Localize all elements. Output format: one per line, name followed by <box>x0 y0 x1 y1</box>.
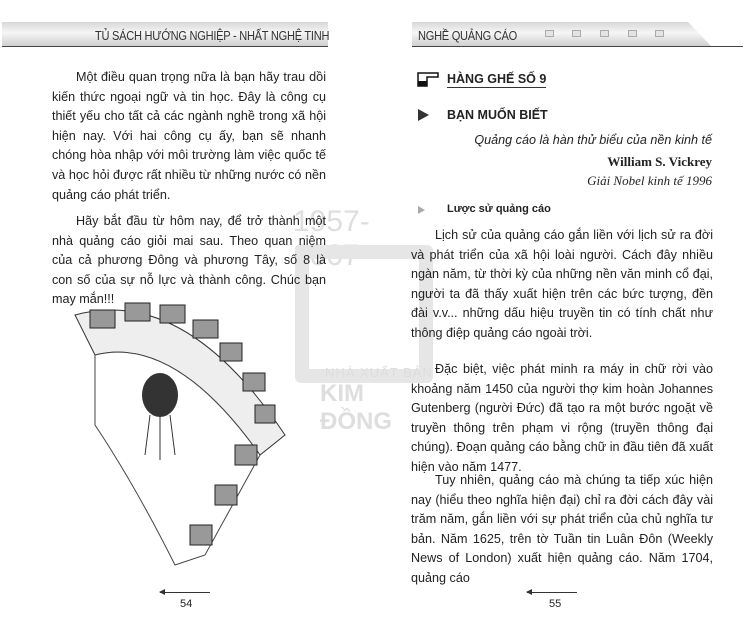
arrow-icon <box>527 592 577 593</box>
header-rule <box>700 46 743 47</box>
triangle-bullet-icon <box>418 206 425 214</box>
left-paragraph: Hãy bắt đầu từ hôm nay, để trở thành một nhà quảng cáo giỏi mai sau. Theo quan niệm của cả phương Đông và phương Tây, số 8 là con số của sự nỗ lực và thành công. Chúc bạn may mắn!!! <box>52 214 326 307</box>
chapter-heading: HÀNG GHẾ SỐ 9 <box>447 72 547 86</box>
quote-author: William S. Vickrey <box>607 154 712 169</box>
pointing-hand-icon <box>417 71 439 87</box>
page-number-right: 55 <box>549 598 562 610</box>
right-paragraph: Lịch sử của quảng cáo gắn liền với lịch sử ra đời và phát triển của xã hội loài người. Cách đây nhiều ngàn năm, từ thời kỳ của những nền văn minh cổ đại, người ta đã thấy xuất hiện trên các bức tượng, đền đài v.v... những dấu hiệu truyền tin có tính chất như thông điệp quảng cáo ngoài trời. <box>411 228 713 340</box>
triangle-bullet-icon <box>418 109 429 121</box>
section-heading: BẠN MUỐN BIẾT <box>447 108 548 122</box>
quote-author-title: Giải Nobel kinh tế 1996 <box>587 173 712 188</box>
quote-text: Quảng cáo là hàn thử biểu của nền kinh tế <box>474 133 712 147</box>
left-paragraph: Một điều quan trọng nữa là bạn hãy trau dồi kiến thức ngoại ngữ và tin học. Đây là công cụ thiết yếu cho tất cả các ngành nghề trong xã hội hiện nay. Với hai công cụ ấy, bạn sẽ nhanh chóng hòa nhập với môi trường làm việc quốc tế và học hỏi được rất nhiều từ những nước có nền quảng cáo phát triển. <box>52 70 326 202</box>
page-number-left: 54 <box>180 598 193 610</box>
prev-arrow-icon <box>160 592 210 593</box>
book-title: NGHỀ QUẢNG CÁO <box>418 28 517 43</box>
publisher-watermark: 1957-2007 NHÀ XUẤT BẢN KIM ĐỒNG <box>293 205 433 435</box>
right-paragraph: Đặc biệt, việc phát minh ra máy in chữ rời vào khoảng năm 1450 của người thợ kim hoàn Johannes Gutenberg (người Đức) đã tạo ra một bước ngoặt về truyền thông trên phạm vi rộng (truyền thông đại chúng). Đoạn quảng cáo bằng chữ in đầu tiên đã xuất hiện vào năm 1477. <box>411 362 713 474</box>
right-paragraph: Tuy nhiên, quảng cáo mà chúng ta tiếp xúc hiện nay (hiểu theo nghĩa hiện đại) chỉ ra đời cách đây vài trăm năm, gắn liền với sự phát triển của chủ nghĩa tư bản. Năm 1625, trên tờ Tuần tin Luân Đôn (Weekly News of London) xuất hiện quảng cáo. Năm 1704, quảng cáo <box>411 473 713 585</box>
control-room-illustration <box>55 285 315 575</box>
subsection-heading: Lược sử quảng cáo <box>447 203 551 215</box>
series-title: TỦ SÁCH HƯỚNG NGHIỆP - NHẤT NGHỆ TINH <box>95 28 330 43</box>
